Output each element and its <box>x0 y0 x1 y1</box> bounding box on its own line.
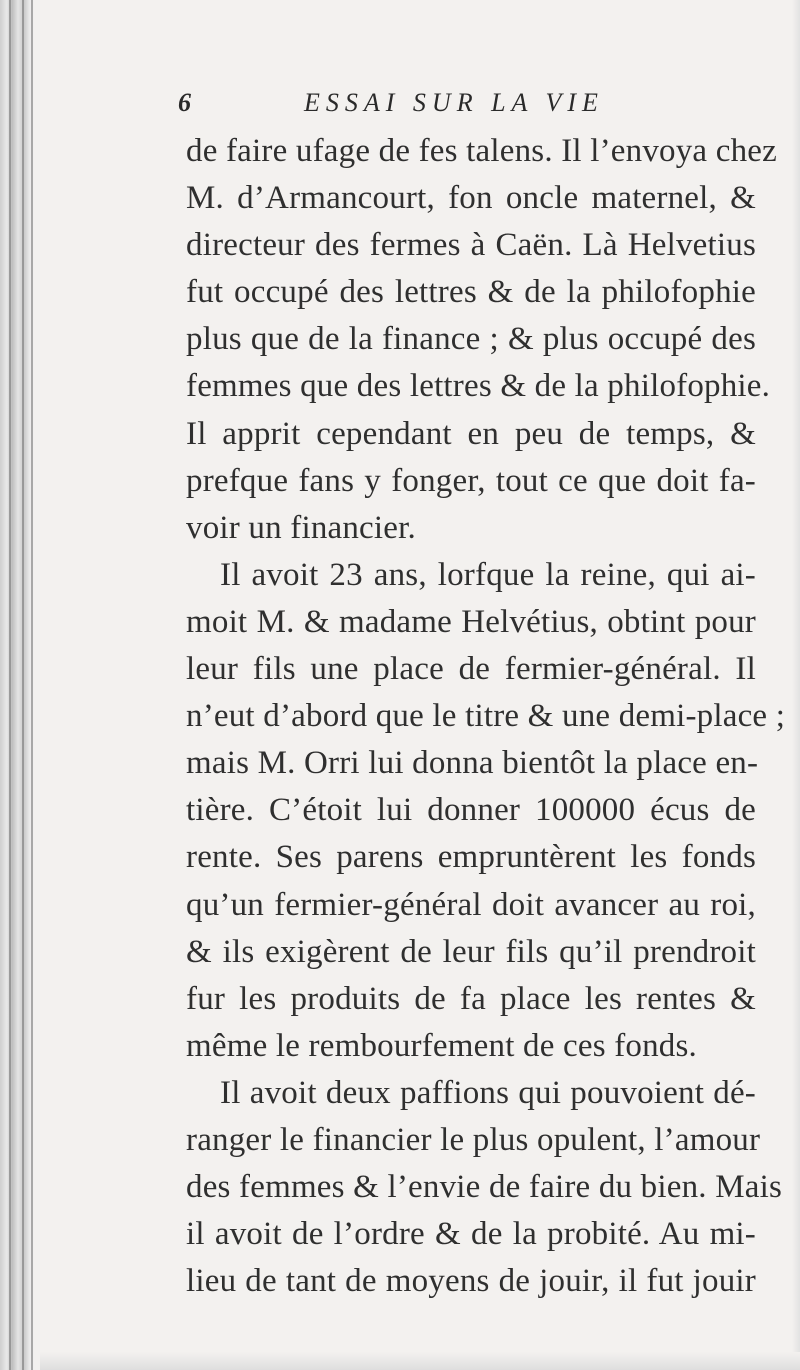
text-line: voir un financier. <box>186 509 416 546</box>
page-number: 6 <box>178 88 191 117</box>
body-text <box>186 128 786 1305</box>
text-line: qu’un fermier-général doit avancer au roi, <box>186 886 756 923</box>
text-line: M. d’Armancourt, fon oncle maternel, & <box>186 180 756 217</box>
text-line: fur les produits de fa place les rentes & <box>186 980 756 1017</box>
binding-gutter <box>0 0 34 1370</box>
text-line: ranger le financier le plus opulent, l’amour <box>186 1121 761 1158</box>
text-line: leur fils une place de fermier-général. Il <box>186 651 756 688</box>
text-line: prefque fans y fonger, tout ce que doit fa- <box>186 462 756 499</box>
text-line: même le rembourfement de ces fonds. <box>186 1027 697 1064</box>
text-line: tière. C’étoit lui donner 100000 écus de <box>186 792 756 829</box>
text-line: lieu de tant de moyens de jouir, il fut jouir <box>186 1263 756 1300</box>
text-line: Il apprit cependant en peu de temps, & <box>186 415 756 452</box>
text-line: rente. Ses parens empruntèrent les fonds <box>186 839 756 876</box>
text-line: moit M. & madame Helvétius, obtint pour <box>186 603 756 640</box>
page-bottom-edge <box>40 1352 800 1370</box>
text-line: n’eut d’abord que le titre & une demi-place ; <box>186 698 786 735</box>
text-line: plus que de la finance ; & plus occupé des <box>186 321 756 358</box>
text-line: fut occupé des lettres & de la philofophie <box>186 274 756 311</box>
binding-shadow-line <box>31 0 33 1370</box>
text-line: mais M. Orri lui donna bientôt la place en- <box>186 745 759 782</box>
text-line: directeur des fermes à Caën. Là Helvetius <box>186 227 756 264</box>
text-line: Il avoit deux paffions qui pouvoient dé- <box>220 1074 756 1111</box>
text-line: femmes que des lettres & de la philofophie. <box>186 368 771 405</box>
text-line: il avoit de l’ordre & de la probité. Au mi- <box>186 1216 756 1253</box>
running-head-title: ESSAI SUR LA VIE <box>304 88 604 117</box>
binding-shadow-line <box>9 0 11 1370</box>
text-line: & ils exigèrent de leur fils qu’il prendroit <box>186 933 756 970</box>
running-head <box>178 88 698 128</box>
page-edge <box>792 0 800 1370</box>
text-line: de faire ufage de fes talens. Il l’envoya chez <box>186 133 777 169</box>
binding-shadow-line <box>22 0 24 1370</box>
text-line: des femmes & l’envie de faire du bien. Mais <box>186 1169 782 1206</box>
text-line: Il avoit 23 ans, lorfque la reine, qui ai- <box>220 556 756 593</box>
